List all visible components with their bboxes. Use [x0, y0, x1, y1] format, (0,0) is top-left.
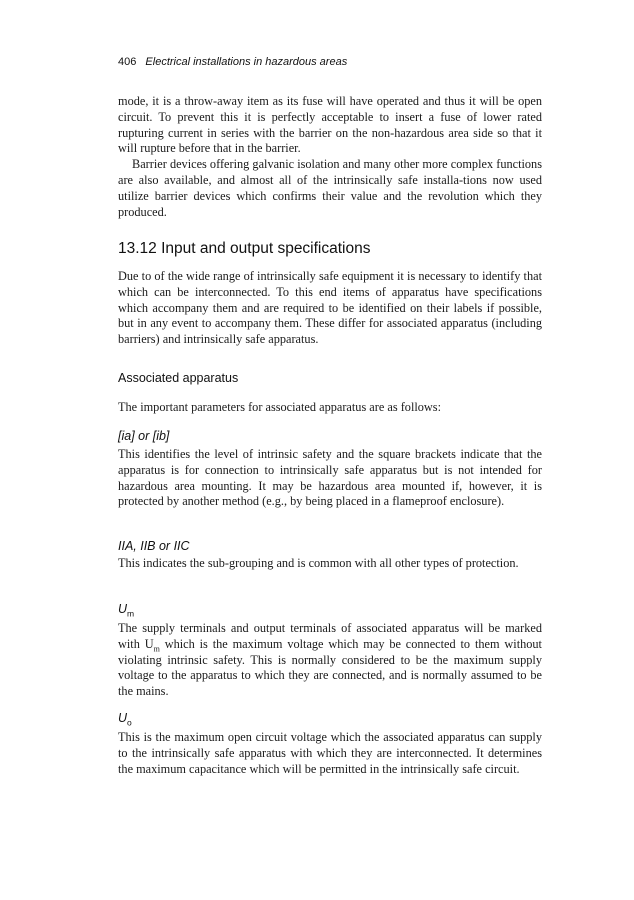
section-text [118, 269, 542, 348]
param-label-uo-main: U [118, 711, 128, 725]
param-text-uo [118, 730, 542, 777]
param-label-uo [118, 711, 132, 728]
intro-text [118, 94, 542, 220]
param-text-subgroup [118, 556, 542, 572]
param-label-um [118, 602, 134, 619]
associated-apparatus-heading: Associated apparatus [118, 371, 239, 385]
param-text-um [118, 621, 542, 700]
associated-intro-text: The important parameters for associated apparatus are as follows: [118, 400, 442, 414]
param-text-ia-ib [118, 447, 542, 510]
intro-paragraph-2: Barrier devices offering galvanic isolation and many other more complex functions are also available, and almost all of the intrinsically safe installa-tions now used utilize barrier devices which confirms their value and the revolution which they produced. [118, 157, 542, 219]
section-heading: 13.12 Input and output specifications [118, 240, 371, 257]
param-description-uo: This is the maximum open circuit voltage which the associated apparatus can supply to the intrinsically safe apparatus with which they are interconnected. It determines the maximum capacitance which will be permitted in the intrinsically safe circuit. [118, 730, 542, 776]
param-description-um [118, 621, 542, 700]
associated-intro [118, 400, 542, 416]
section-paragraph-1: Due to of the wide range of intrinsically safe equipment it is necessary to identify that which can be interconnected. To this end items of apparatus have specifications which accompany them and are required to be identified on their labels if possible, but in any event to accompany them. These differ for associated apparatus (including barriers) and intrinsically safe apparatus. [118, 269, 542, 347]
param-description-um-sub: m [153, 644, 160, 654]
param-description-um-a: The supply terminals and output terminals of associated apparatus will be marked with U [118, 621, 542, 651]
param-label-uo-sub: o [127, 717, 132, 728]
param-description-subgroup: This indicates the sub-grouping and is common with all other types of protection. [118, 556, 519, 570]
param-label-ia-ib: [ia] or [ib] [118, 429, 170, 443]
param-description-um-b: which is the maximum voltage which may be connected to them without violating intrinsic safety. This is normally considered to be the maximum supply voltage to the apparatus to which they are connected, and is normally assumed to be the mains. [118, 636, 542, 699]
intro-paragraph-1: mode, it is a throw-away item as its fuse will have operated and thus it will be open circuit. To prevent this it is perfectly acceptable to insert a fuse of lower rated rupturing current in series with the barrier on the non-hazardous area side so that it will rupture before that in the barrier. [118, 94, 542, 156]
running-header [118, 56, 347, 68]
page-number: 406 [118, 56, 137, 68]
param-label-um-sub: m [127, 608, 135, 619]
param-description-ia-ib: This identifies the level of intrinsic safety and the square brackets indicate that the apparatus is for connection to intrinsically safe apparatus but is not intended for hazardous area mounting. It may be hazardous area mounted if, however, it is protected by another method (e.g., by being placed in a flameproof enclosure). [118, 447, 542, 509]
param-label-um-main: U [118, 602, 128, 616]
param-label-subgroup: IIA, IIB or IIC [118, 539, 190, 553]
running-title: Electrical installations in hazardous areas [145, 56, 348, 68]
